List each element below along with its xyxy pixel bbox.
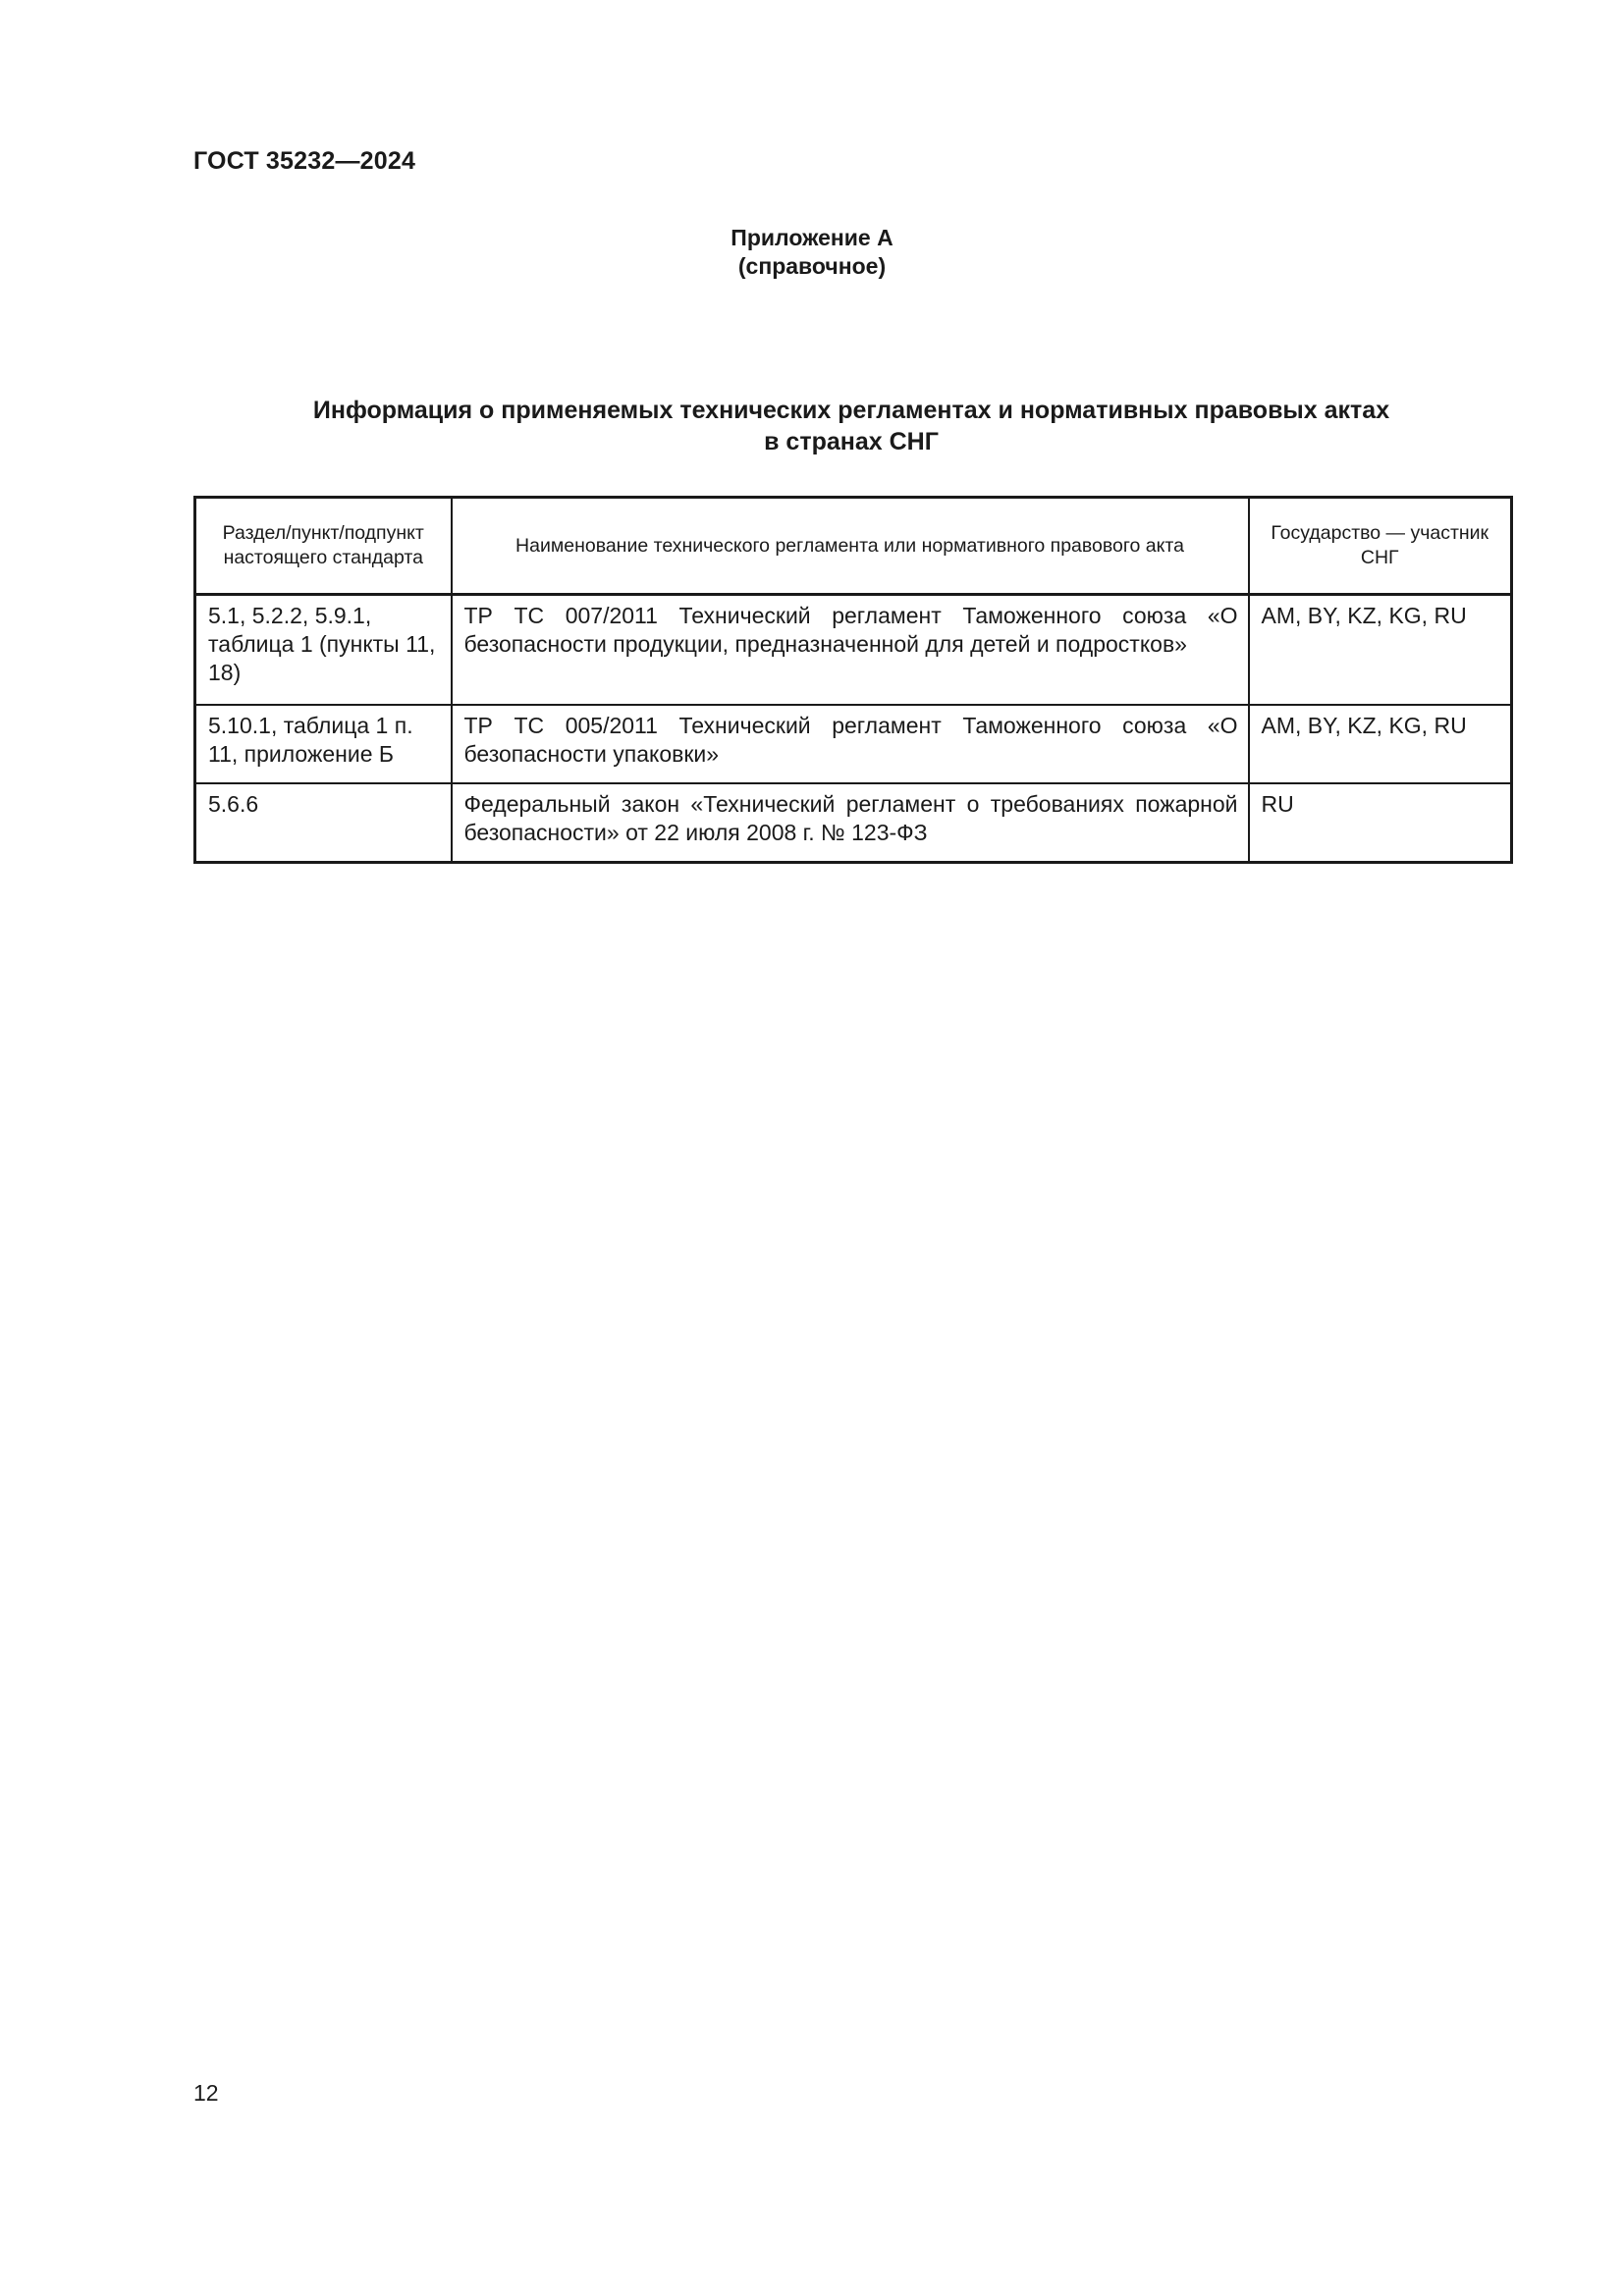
header-section: Раздел/пункт/подпункт настоящего стандарта bbox=[195, 498, 452, 595]
cell-state: AM, BY, KZ, KG, RU bbox=[1249, 705, 1512, 783]
header-state: Государство — участник СНГ bbox=[1249, 498, 1512, 595]
section-title-line-2: в странах СНГ bbox=[764, 428, 939, 455]
page-number: 12 bbox=[193, 2080, 219, 2106]
section-title-line-1: Информация о применяемых технических регламентах и нормативных правовых актах bbox=[312, 397, 1390, 424]
appendix-type: (справочное) bbox=[737, 253, 887, 279]
regulations-table bbox=[193, 496, 1513, 864]
cell-section: 5.6.6 bbox=[195, 783, 452, 863]
appendix-title: Приложение А bbox=[731, 225, 893, 250]
section-title bbox=[193, 395, 1509, 457]
regulations-table-container bbox=[193, 496, 1510, 864]
cell-name: Федеральный закон «Технический регламент о требованиях пожарной безопасности» от 22 июля 2008 г. № 123-ФЗ bbox=[452, 783, 1249, 863]
cell-section: 5.1, 5.2.2, 5.9.1, таблица 1 (пункты 11, 18) bbox=[195, 595, 452, 706]
cell-name: ТР ТС 005/2011 Технический регламент Таможенного союза «О безопасности упаковки» bbox=[452, 705, 1249, 783]
table-row bbox=[195, 705, 1512, 783]
table-header-row bbox=[195, 498, 1512, 595]
document-code: ГОСТ 35232—2024 bbox=[193, 147, 416, 175]
cell-name: ТР ТС 007/2011 Технический регламент Таможенного союза «О безопасности продукции, предназначенной для детей и подростков» bbox=[452, 595, 1249, 706]
cell-state: RU bbox=[1249, 783, 1512, 863]
header-name: Наименование технического регламента или нормативного правового акта bbox=[452, 498, 1249, 595]
table-body bbox=[195, 595, 1512, 863]
table-header bbox=[195, 498, 1512, 595]
appendix-heading bbox=[0, 224, 1624, 281]
table-row bbox=[195, 595, 1512, 706]
cell-section: 5.10.1, таблица 1 п. 11, приложение Б bbox=[195, 705, 452, 783]
cell-state: AM, BY, KZ, KG, RU bbox=[1249, 595, 1512, 706]
table-row bbox=[195, 783, 1512, 863]
